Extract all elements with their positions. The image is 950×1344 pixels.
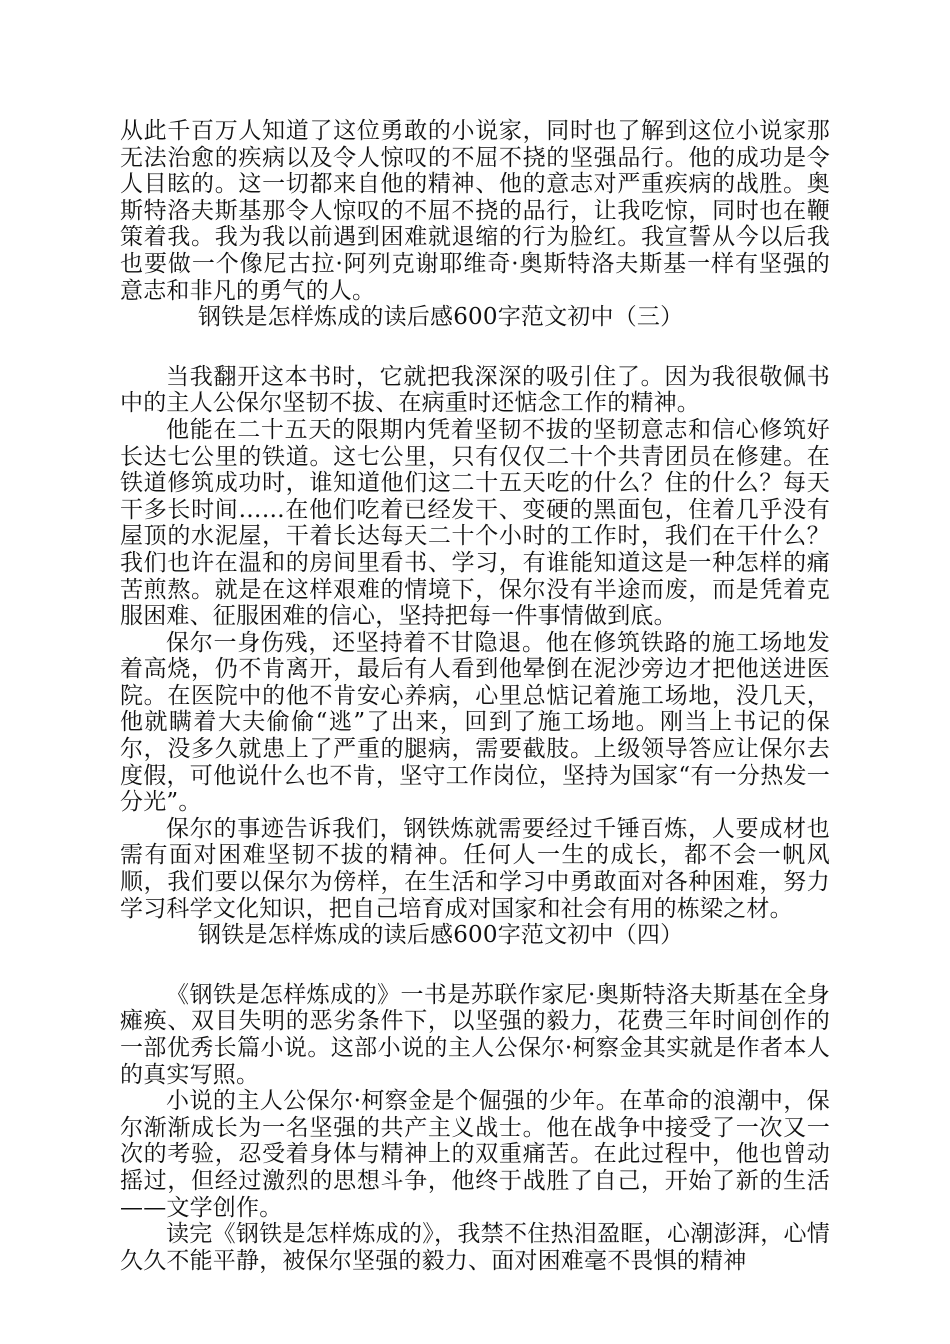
paragraph: 从此千百万人知道了这位勇敢的小说家，同时也了解到这位小说家那无法治愈的疾病以及令人惊叹的不屈不挠的坚强品行。他的成功是令人目眩的。这一切都来自他的精神、他的意志对严重疾病的战胜。奥斯特洛夫斯基那令人惊叹的不屈不挠的品行，让我吃惊，同时也在鞭策着我。我为我以前遇到困难就退缩的行为脸红。我宣誓从今以后我也要做一个像尼古拉·阿列克谢耶维奇·奥斯特洛夫斯基一样有坚强的意志和非凡的勇气的人。 bbox=[120, 118, 830, 304]
paragraph: 小说的主人公保尔·柯察金是个倔强的少年。在革命的浪潮中，保尔渐渐成长为一名坚强的共产主义战士。他在战争中接受了一次又一次的考验，忍受着身体与精神上的双重痛苦。在此过程中，他也曾动摇过，但经过激烈的思想斗争，他终于战胜了自己，开始了新的生活——文学创作。 bbox=[120, 1088, 830, 1221]
paragraph: 保尔的事迹告诉我们，钢铁炼就需要经过千锤百炼，人要成材也需有面对困难坚韧不拔的精神。任何人一生的成长，都不会一帆风顺，我们要以保尔为傍样，在生活和学习中勇敢面对各种困难，努力学习科学文化知识，把自己培育成对国家和社会有用的栋梁之材。 bbox=[120, 815, 830, 922]
paragraph: 读完《钢铁是怎样炼成的》，我禁不住热泪盈眶，心潮澎湃，心情久久不能平静，被保尔坚强的毅力、面对困难毫不畏惧的精神 bbox=[120, 1221, 830, 1274]
paragraph: 《钢铁是怎样炼成的》一书是苏联作家尼·奥斯特洛夫斯基在全身瘫痪、双目失明的恶劣条件下，以坚强的毅力，花费三年时间创作的一部优秀长篇小说。这部小说的主人公保尔·柯察金其实就是作者本人的真实写照。 bbox=[120, 981, 830, 1088]
section-heading: 钢铁是怎样炼成的读后感600字范文初中（三） bbox=[198, 304, 684, 331]
paragraph: 保尔一身伤残，还坚持着不甘隐退。他在修筑铁路的施工场地发着高烧，仍不肯离开，最后有人看到他晕倒在泥沙旁边才把他送进医院。在医院中的他不肯安心养病，心里总惦记着施工场地，没几天，他就瞒着大夫偷偷“逃”了出来，回到了施工场地。刚当上书记的保尔，没多久就患上了严重的腿病，需要截肢。上级领导答应让保尔去度假，可他说什么也不肯，坚守工作岗位，坚持为国家“有一分热发一分光”。 bbox=[120, 629, 830, 816]
section-heading: 钢铁是怎样炼成的读后感600字范文初中（四） bbox=[198, 922, 684, 949]
paragraph: 他能在二十五天的限期内凭着坚韧不拔的坚韧意志和信心修筑好长达七公里的铁道。这七公里，只有仅仅二十个共青团员在修建。在铁道修筑成功时，谁知道他们这二十五天吃的什么？住的什么？每天干多长时间……在他们吃着已经发干、变硬的黑面包，住着几乎没有屋顶的水泥屋，干着长达每天二十个小时的工作时，我们在干什么？我们也许在温和的房间里看书、学习，有谁能知道这是一种怎样的痛苦煎熬。就是在这样艰难的情境下，保尔没有半途而废，而是凭着克服困难、征服困难的信心，坚持把每一件事情做到底。 bbox=[120, 416, 830, 630]
document-page bbox=[120, 118, 830, 1274]
paragraph: 当我翻开这本书时，它就把我深深的吸引住了。因为我很敬佩书中的主人公保尔坚韧不拔、在病重时还惦念工作的精神。 bbox=[120, 363, 830, 417]
